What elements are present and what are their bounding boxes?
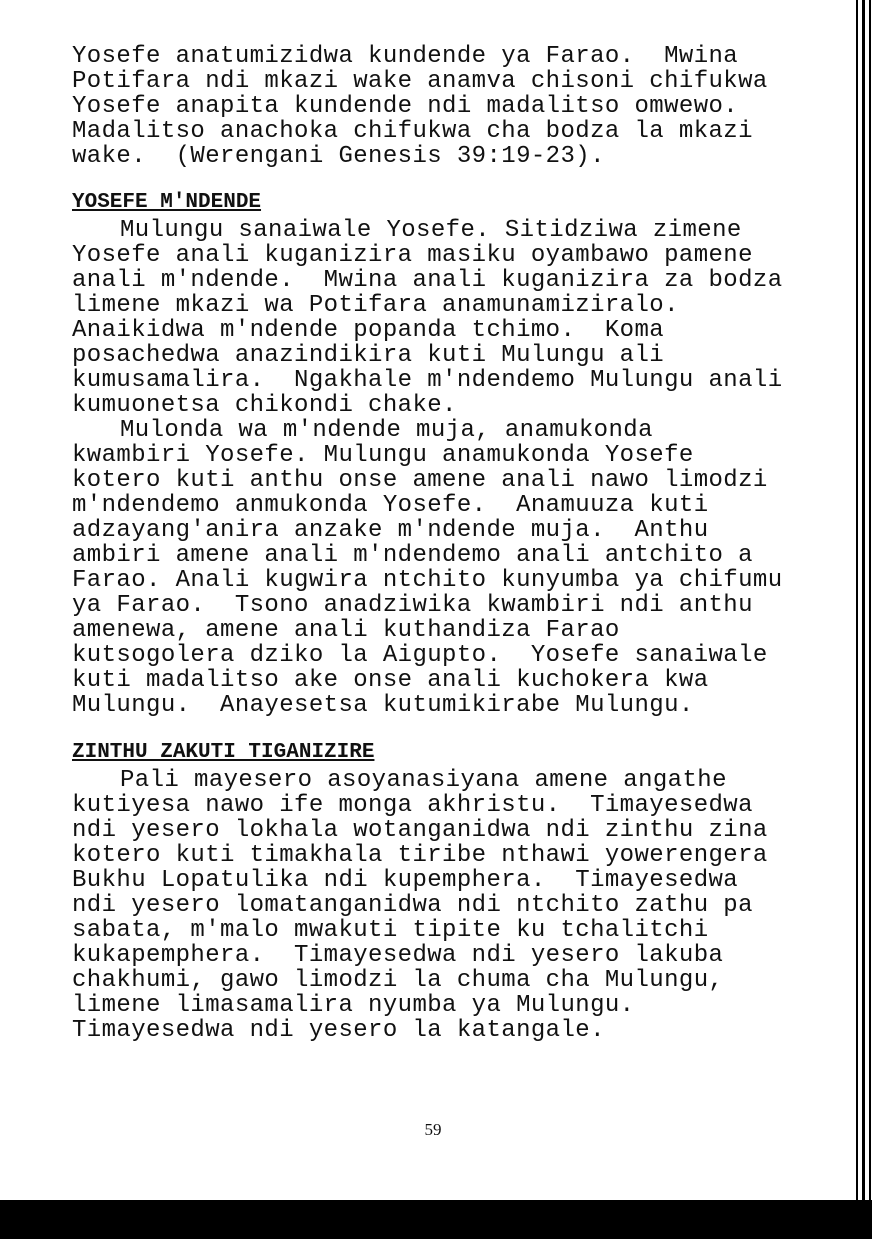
text-line: sabata, m'malo mwakuti tipite ku tchalitchi bbox=[72, 917, 709, 944]
text-line: Madalitso anachoka chifukwa cha bodza la mkazi bbox=[72, 118, 753, 145]
section1-paragraph2 bbox=[72, 418, 783, 718]
text-line: wake. (Werengani Genesis 39:19-23). bbox=[72, 143, 605, 170]
section2-paragraph1 bbox=[72, 768, 768, 1043]
section-heading-zinthu-zakuti-tiganizire: ZINTHU ZAKUTI TIGANIZIRE bbox=[72, 741, 375, 764]
text-line: Yosefe anatumizidwa kundende ya Farao. Mwina bbox=[72, 43, 739, 70]
intro-paragraph bbox=[72, 44, 768, 169]
text-line: Yosefe anapita kundende ndi madalitso omwewo. bbox=[72, 93, 739, 120]
scan-edge-line bbox=[869, 0, 871, 1200]
text-line: anali m'ndende. Mwina anali kuganizira za bodza bbox=[72, 267, 783, 294]
text-line: amenewa, amene anali kuthandiza Farao bbox=[72, 617, 620, 644]
section-heading-yosefe-mndende: YOSEFE M'NDENDE bbox=[72, 191, 262, 214]
text-line: Mulonda wa m'ndende muja, anamukonda bbox=[120, 417, 653, 444]
text-line: kutsogolera dziko la Aigupto. Yosefe sanaiwale bbox=[72, 642, 768, 669]
text-line: Anaikidwa m'ndende popanda tchimo. Koma bbox=[72, 317, 665, 344]
text-line: Yosefe anali kuganizira masiku oyambawo pamene bbox=[72, 242, 753, 269]
scan-edge-line bbox=[862, 0, 865, 1200]
text-line: adzayang'anira anzake m'ndende muja. Anthu bbox=[72, 517, 709, 544]
text-line: kotero kuti anthu onse amene anali nawo limodzi bbox=[72, 467, 768, 494]
text-line: limene limasamalira nyumba ya Mulungu. bbox=[72, 992, 635, 1019]
text-line: Potifara ndi mkazi wake anamva chisoni chifukwa bbox=[72, 68, 768, 95]
text-line: ambiri amene anali m'ndendemo anali antchito a bbox=[72, 542, 753, 569]
text-line: Mulungu. Anayesetsa kutumikirabe Mulungu. bbox=[72, 692, 694, 719]
text-line: kumuonetsa chikondi chake. bbox=[72, 392, 457, 419]
text-line: ya Farao. Tsono anadziwika kwambiri ndi anthu bbox=[72, 592, 753, 619]
text-line: m'ndendemo anmukonda Yosefe. Anamuuza kuti bbox=[72, 492, 709, 519]
text-line: kotero kuti timakhala tiribe nthawi yowerengera bbox=[72, 842, 768, 869]
text-line: ndi yesero lomatanganidwa ndi ntchito zathu pa bbox=[72, 892, 753, 919]
text-line: ndi yesero lokhala wotanganidwa ndi zinthu zina bbox=[72, 817, 768, 844]
page-number: 59 bbox=[424, 1120, 442, 1139]
text-line: Timayesedwa ndi yesero la katangale. bbox=[72, 1017, 605, 1044]
text-line: Bukhu Lopatulika ndi kupemphera. Timayesedwa bbox=[72, 867, 739, 894]
text-line: limene mkazi wa Potifara anamunamiziralo. bbox=[72, 292, 679, 319]
scan-bottom-border bbox=[0, 1200, 872, 1239]
text-line: kuti madalitso ake onse anali kuchokera kwa bbox=[72, 667, 709, 694]
text-line: Farao. Anali kugwira ntchito kunyumba ya chifumu bbox=[72, 567, 783, 594]
scan-edge-line bbox=[856, 0, 858, 1200]
text-line: kukapemphera. Timayesedwa ndi yesero lakuba bbox=[72, 942, 724, 969]
text-line: kumusamalira. Ngakhale m'ndendemo Mulungu anali bbox=[72, 367, 783, 394]
text-line: kutiyesa nawo ife monga akhristu. Timayesedwa bbox=[72, 792, 753, 819]
section1-paragraph1 bbox=[72, 218, 783, 418]
text-line: chakhumi, gawo limodzi la chuma cha Mulungu, bbox=[72, 967, 724, 994]
text-line: kwambiri Yosefe. Mulungu anamukonda Yosefe bbox=[72, 442, 694, 469]
text-line: posachedwa anazindikira kuti Mulungu ali bbox=[72, 342, 665, 369]
text-line: Pali mayesero asoyanasiyana amene angathe bbox=[120, 767, 727, 794]
text-line: Mulungu sanaiwale Yosefe. Sitidziwa zimene bbox=[120, 217, 742, 244]
